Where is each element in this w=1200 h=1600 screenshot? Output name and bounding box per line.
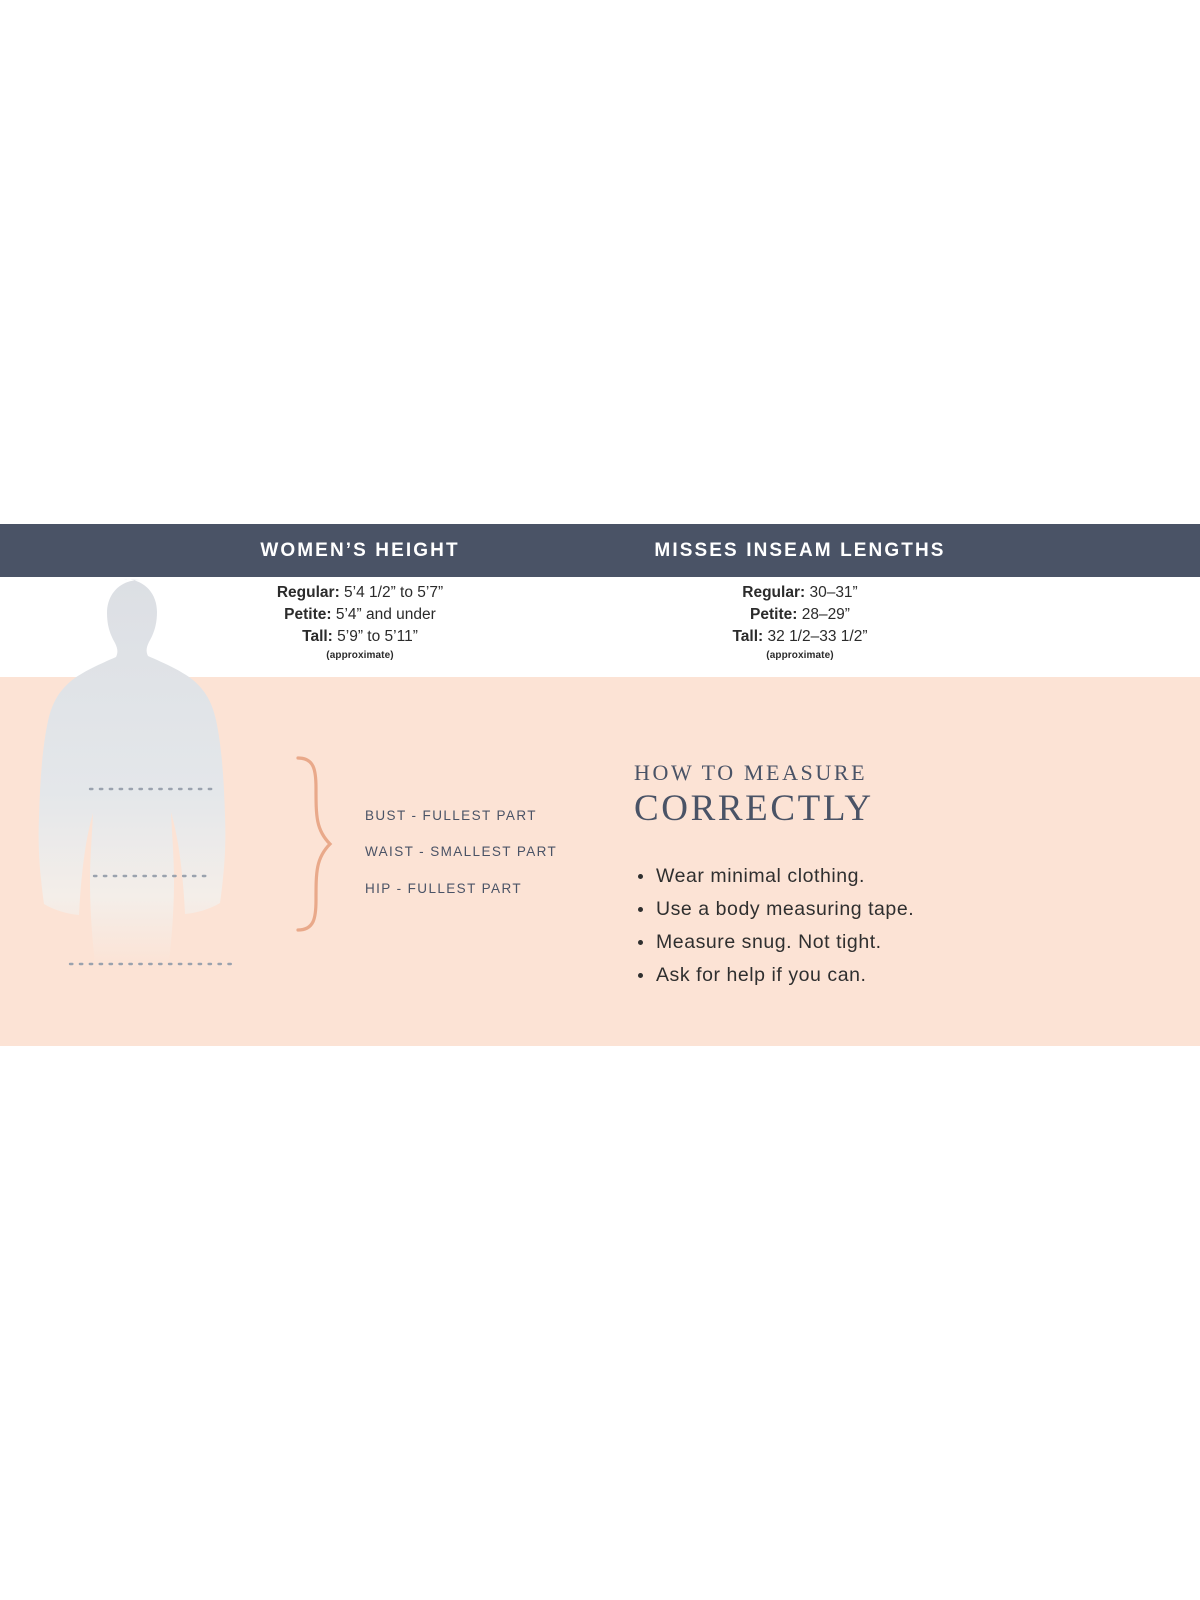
list-item: Wear minimal clothing. (634, 860, 1154, 893)
spec-value-petite: 28–29” (801, 606, 850, 623)
how-to-measure-title: CORRECTLY (634, 788, 874, 829)
spec-value-tall: 5’9” to 5’11” (337, 628, 418, 645)
measurement-label-hip: HIP - FULLEST PART (365, 881, 522, 896)
measurement-bracket-icon (296, 754, 336, 934)
measurement-label-waist: WAIST - SMALLEST PART (365, 844, 558, 859)
measurement-label-bust: BUST - FULLEST PART (365, 808, 537, 823)
spec-label-regular: Regular: (742, 584, 806, 601)
header-bar (0, 524, 1200, 577)
spec-line-petite (620, 604, 980, 626)
column-header-misses-inseam-lengths: MISSES INSEAM LENGTHS (654, 540, 946, 561)
list-item: Measure snug. Not tight. (634, 926, 1154, 959)
female-body-silhouette-icon (10, 574, 270, 1046)
spec-value-petite: 5’4” and under (335, 606, 436, 623)
spec-line-regular (620, 582, 980, 604)
spec-label-tall: Tall: (732, 628, 764, 645)
size-guide-panel (0, 524, 1200, 1046)
spec-value-regular: 5’4 1/2” to 5’7” (344, 584, 444, 601)
how-to-measure-tip-list (634, 860, 1154, 992)
list-item: Ask for help if you can. (634, 959, 1154, 992)
spec-note-approximate: (approximate) (766, 650, 834, 661)
spec-note-approximate: (approximate) (326, 650, 394, 661)
spec-value-regular: 30–31” (809, 584, 858, 601)
list-item: Use a body measuring tape. (634, 893, 1154, 926)
spec-label-petite: Petite: (284, 606, 332, 623)
spec-label-tall: Tall: (302, 628, 333, 645)
spec-column-misses-inseam (620, 582, 980, 664)
spec-label-petite: Petite: (750, 606, 798, 623)
column-header-womens-height: WOMEN’S HEIGHT (260, 540, 460, 561)
how-to-measure-section (634, 760, 1154, 992)
how-to-measure-kicker: HOW TO MEASURE (634, 760, 868, 785)
spec-value-tall: 32 1/2–33 1/2” (767, 628, 868, 645)
spec-label-regular: Regular: (276, 584, 340, 601)
spec-line-tall (620, 626, 980, 648)
